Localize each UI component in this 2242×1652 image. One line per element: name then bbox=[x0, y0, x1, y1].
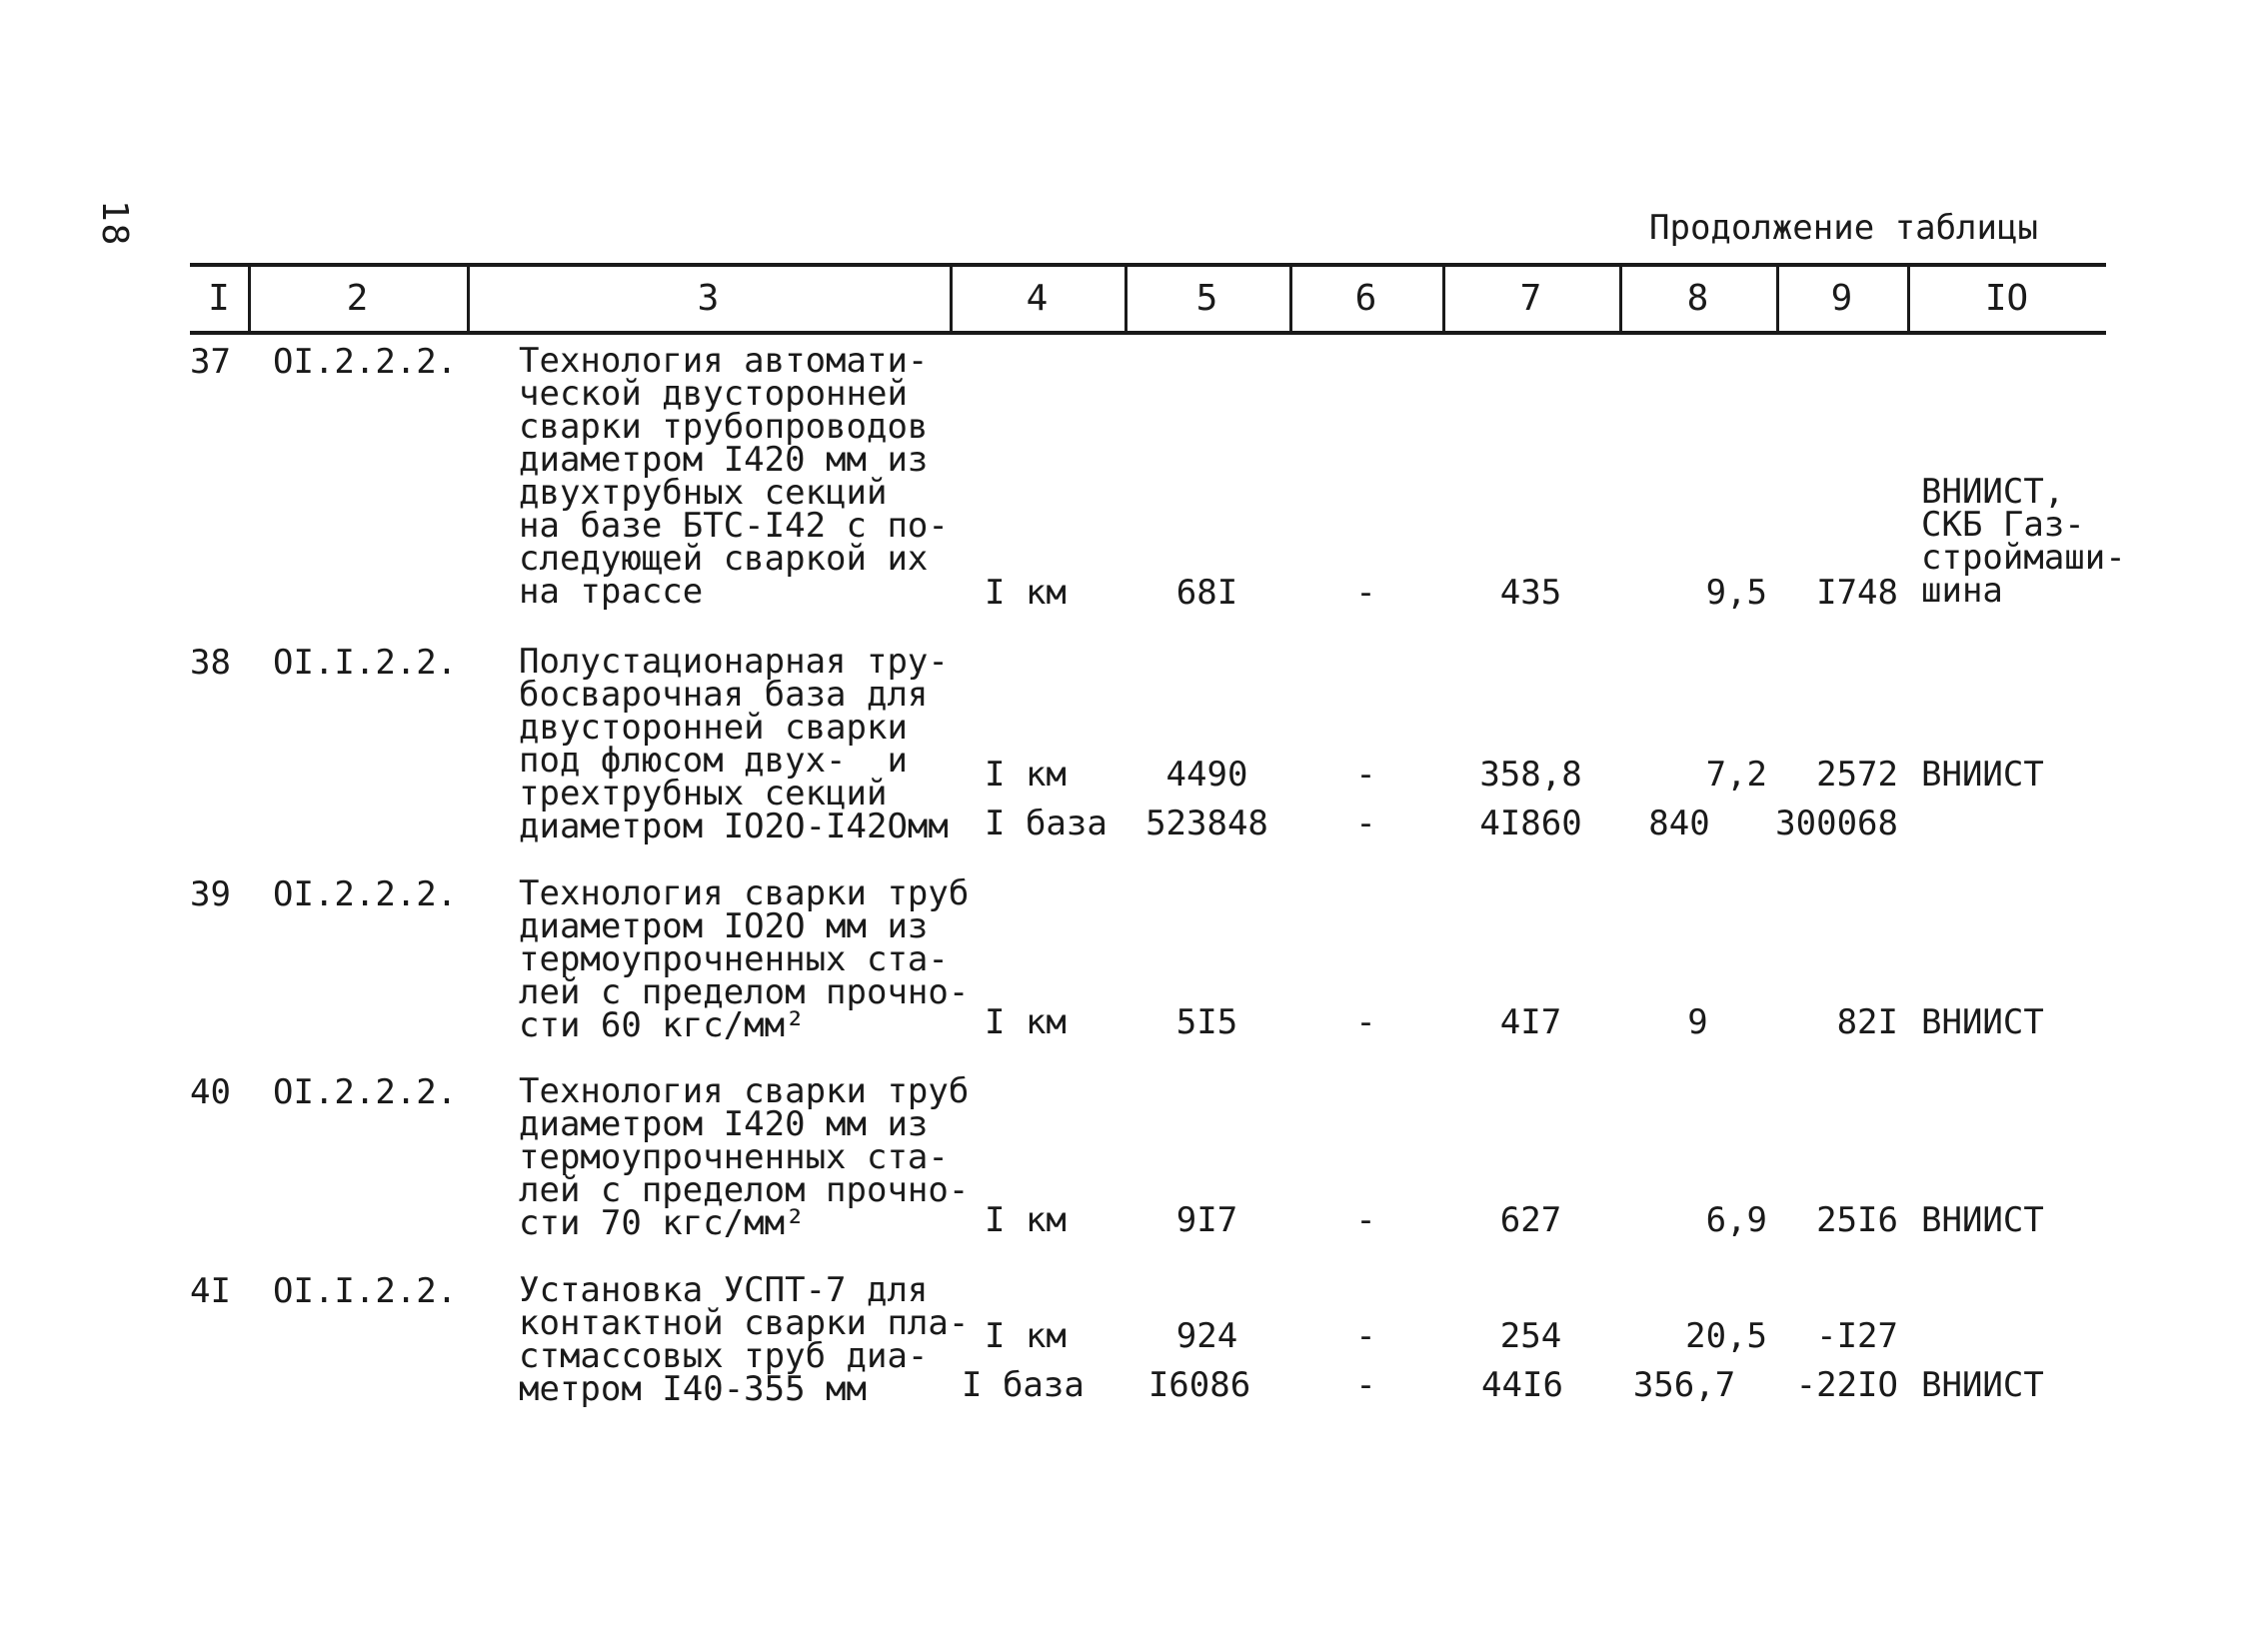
row-description: Технология сварки труб диаметром IO2O мм из термоупрочненных ста- лей с пределом прочно- сти 60 кгс/мм² bbox=[519, 873, 970, 1045]
row-col7: 44I6 bbox=[1481, 1365, 1563, 1405]
row-col8: 9,5 bbox=[1705, 573, 1767, 613]
row-col7: 4I7 bbox=[1499, 1002, 1562, 1042]
row-col6: - bbox=[1355, 804, 1376, 843]
row-number: 37 bbox=[190, 342, 231, 382]
row-unit: I база bbox=[962, 1365, 1085, 1405]
row-col5: 4490 bbox=[1165, 755, 1248, 795]
row-col6: - bbox=[1355, 1200, 1376, 1240]
header-col-9: 9 bbox=[1830, 278, 1853, 319]
row-code: OI.I.2.2. bbox=[273, 643, 458, 683]
row-number: 39 bbox=[190, 874, 231, 914]
row-col8: 6,9 bbox=[1705, 1200, 1767, 1240]
row-col6: - bbox=[1355, 573, 1376, 613]
row-col8: 7,2 bbox=[1705, 755, 1767, 795]
row-unit: I км bbox=[985, 573, 1067, 613]
row-col8: 356,7 bbox=[1632, 1365, 1736, 1405]
header-col-7: 7 bbox=[1519, 278, 1542, 319]
row-col5: I6086 bbox=[1147, 1365, 1251, 1405]
row-col5: 5I5 bbox=[1175, 1002, 1238, 1042]
row-col8: 20,5 bbox=[1685, 1316, 1767, 1356]
row-col9: 2572 bbox=[1816, 755, 1898, 795]
row-col7: 4I860 bbox=[1479, 804, 1582, 843]
row-code: OI.I.2.2. bbox=[273, 1271, 458, 1311]
row-col9: 82I bbox=[1836, 1002, 1898, 1042]
row-col8: 9 bbox=[1687, 1002, 1708, 1042]
row-col5: 68I bbox=[1175, 573, 1238, 613]
row-organization: ВНИИСТ, СКБ Газ- строймаши- шина bbox=[1921, 472, 2126, 611]
continuation-label: Продолжение таблицы bbox=[1649, 208, 2038, 248]
row-number: 4I bbox=[190, 1271, 231, 1311]
row-description: Технология сварки труб диаметром I420 мм из термоупрочненных ста- лей с пределом прочно- сти 70 кгс/мм² bbox=[519, 1071, 970, 1243]
row-description: Технология автомати- ческой двусторонней сварки трубопроводов диаметром I420 мм из двухтрубных секций на базе БТС-I42 с по- следующей сваркой их на трассе bbox=[519, 341, 949, 612]
row-number: 38 bbox=[190, 643, 231, 683]
row-col8: 840 bbox=[1648, 804, 1710, 843]
row-col9: 300068 bbox=[1775, 804, 1898, 843]
row-description: Установка УСПТ-7 для контактной сварки пла- стмассовых труб диа- метром I40-355 мм bbox=[519, 1270, 970, 1409]
row-col9: -I27 bbox=[1816, 1316, 1898, 1356]
row-code: OI.2.2.2. bbox=[273, 874, 458, 914]
row-unit: I км bbox=[985, 1200, 1067, 1240]
row-col7: 358,8 bbox=[1479, 755, 1582, 795]
row-code: OI.2.2.2. bbox=[273, 342, 458, 382]
row-unit: I км bbox=[985, 1002, 1067, 1042]
header-col-3: 3 bbox=[697, 278, 720, 319]
row-col6: - bbox=[1355, 1316, 1376, 1356]
row-col7: 627 bbox=[1499, 1200, 1562, 1240]
row-organization: ВНИИСТ bbox=[1921, 755, 2044, 795]
row-col5: 9I7 bbox=[1175, 1200, 1238, 1240]
row-col6: - bbox=[1355, 1365, 1376, 1405]
row-col9: I748 bbox=[1816, 573, 1898, 613]
row-organization: ВНИИСТ bbox=[1921, 1002, 2044, 1042]
row-col7: 254 bbox=[1499, 1316, 1562, 1356]
header-col-6: 6 bbox=[1354, 278, 1377, 319]
header-col-5: 5 bbox=[1195, 278, 1218, 319]
page-number: 18 bbox=[94, 200, 135, 248]
row-col9: -22IO bbox=[1795, 1365, 1898, 1405]
row-col9: 25I6 bbox=[1816, 1200, 1898, 1240]
row-col6: - bbox=[1355, 755, 1376, 795]
header-col-4: 4 bbox=[1026, 278, 1049, 319]
row-unit: I км bbox=[985, 755, 1067, 795]
row-code: OI.2.2.2. bbox=[273, 1072, 458, 1112]
header-col-2: 2 bbox=[346, 278, 369, 319]
row-col5: 924 bbox=[1175, 1316, 1238, 1356]
table-top-rule bbox=[190, 263, 2106, 267]
row-unit: I база bbox=[985, 804, 1108, 843]
row-col5: 523848 bbox=[1145, 804, 1268, 843]
row-col7: 435 bbox=[1499, 573, 1562, 613]
row-col6: - bbox=[1355, 1002, 1376, 1042]
header-col-1: I bbox=[208, 278, 230, 319]
header-col-8: 8 bbox=[1686, 278, 1709, 319]
row-number: 40 bbox=[190, 1072, 231, 1112]
header-col-10: IO bbox=[1984, 278, 2029, 319]
row-organization: ВНИИСТ bbox=[1921, 1365, 2044, 1405]
row-unit: I км bbox=[985, 1316, 1067, 1356]
row-organization: ВНИИСТ bbox=[1921, 1200, 2044, 1240]
row-description: Полустационарная тру- босварочная база для двусторонней сварки под флюсом двух- и трехтрубных секций диаметром IO2O-I42Oмм bbox=[519, 642, 949, 846]
table-header-rule bbox=[190, 331, 2106, 335]
